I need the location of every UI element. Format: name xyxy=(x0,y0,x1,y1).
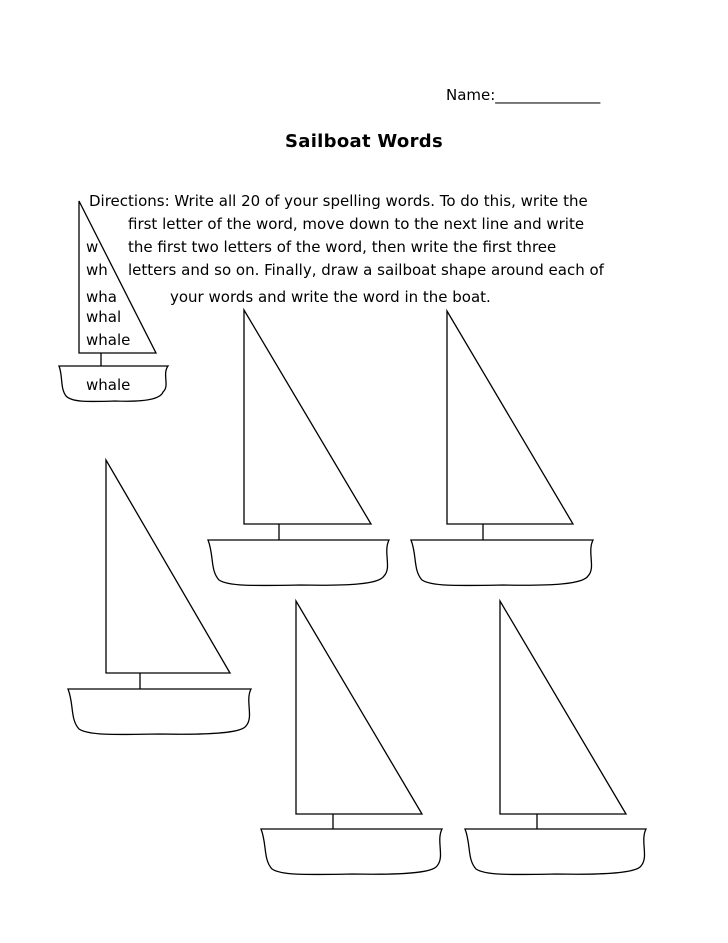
hull xyxy=(68,689,251,734)
sail xyxy=(106,460,230,673)
sail xyxy=(500,601,626,814)
directions-line: your words and write the word in the boat. xyxy=(170,288,491,306)
hull xyxy=(261,829,442,874)
hull xyxy=(411,540,593,585)
sail xyxy=(296,601,422,814)
hull xyxy=(208,540,389,585)
blank-sailboat xyxy=(261,601,442,874)
example-sail-line: whale xyxy=(86,331,131,349)
directions-line: letters and so on. Finally, draw a sailboat shape around each of xyxy=(128,261,604,279)
example-sail-line: wh xyxy=(86,261,108,279)
example-sail-line: w xyxy=(86,238,99,256)
blank-sailboat xyxy=(68,460,251,734)
directions-line: first letter of the word, move down to the next line and write xyxy=(128,215,585,233)
hull xyxy=(465,829,646,874)
blank-sailboat xyxy=(208,310,389,585)
sail xyxy=(244,310,371,524)
example-boat-word: whale xyxy=(86,376,131,394)
directions-line: Directions: Write all 20 of your spelling words. To do this, write the xyxy=(89,192,588,210)
page-title: Sailboat Words xyxy=(285,131,443,152)
blank-sailboat xyxy=(411,311,593,585)
blank-sailboat xyxy=(465,601,646,874)
example-sail-line: whal xyxy=(86,308,122,326)
sail xyxy=(447,311,573,524)
example-sail-line: wha xyxy=(86,288,117,306)
directions-line: the first two letters of the word, then write the first three xyxy=(128,238,557,256)
name-field-label: Name:______________ xyxy=(446,86,601,104)
